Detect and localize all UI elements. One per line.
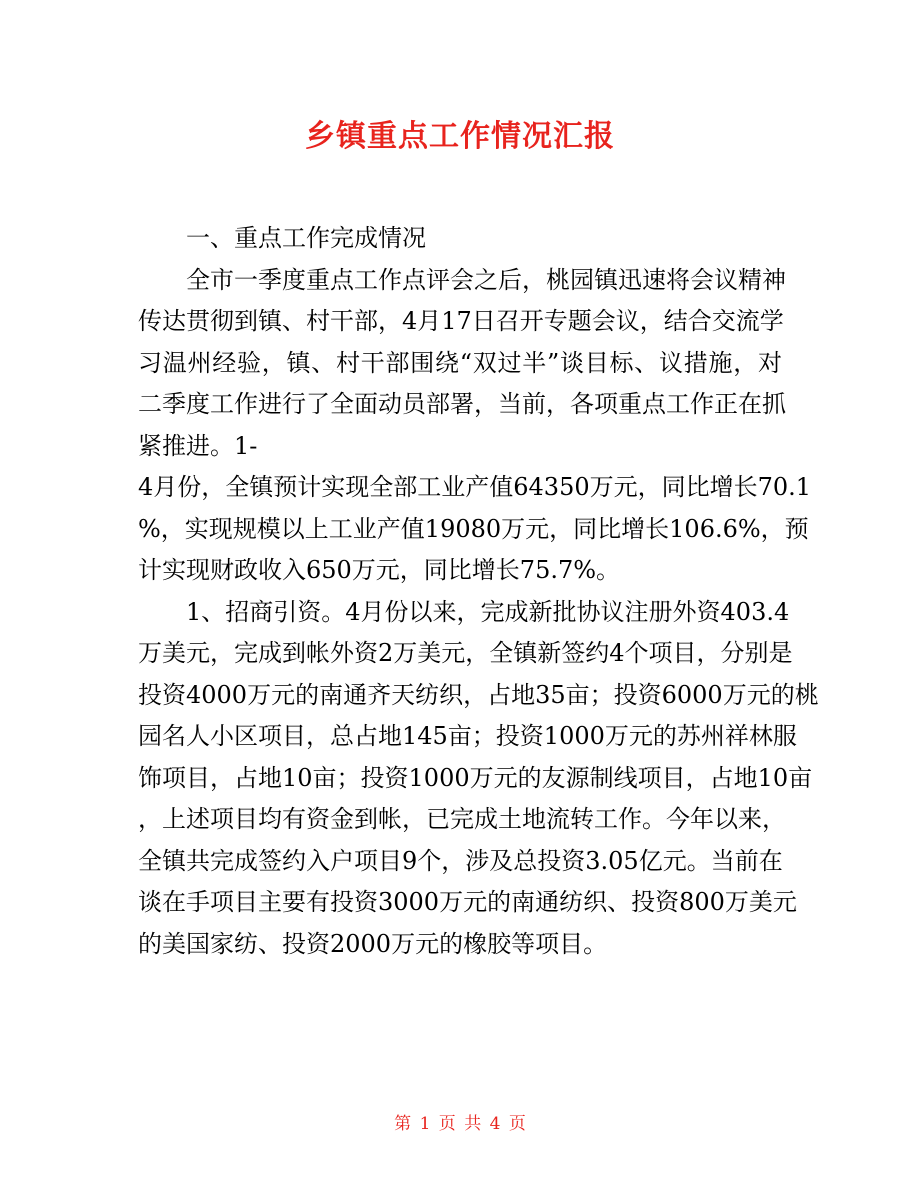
text-line: 紧推进。1-: [138, 431, 258, 460]
text-line: 二季度工作进行了全面动员部署，当前，各项重点工作正在抓: [138, 390, 786, 418]
paragraph: [138, 592, 819, 966]
text-line: 的美国家纺、投资2000万元的橡胶等项目。: [138, 929, 608, 958]
text-line: 一、重点工作完成情况: [186, 224, 426, 252]
text-line: 1、招商引资。4月份以来，完成新批协议注册外资403.4: [186, 597, 790, 626]
section-heading: [138, 218, 782, 260]
paragraph: [138, 260, 786, 468]
text-line: 投资4000万元的南通齐天纺织，占地35亩；投资6000万元的桃: [138, 680, 819, 709]
text-line: 谈在手项目主要有投资3000万元的南通纺织、投资800万美元: [138, 888, 797, 916]
text-line: 全镇共完成签约入户项目9个，涉及总投资3.05亿元。当前在: [138, 846, 783, 875]
text-line: 饰项目，占地10亩；投资1000万元的友源制线项目，占地10亩: [138, 763, 813, 792]
text-line: 习温州经验，镇、村干部围绕“双过半”谈目标、议措施，对: [138, 348, 782, 377]
page-number-footer: 第 1 页 共 4 页: [394, 1114, 526, 1134]
text-line: 全市一季度重点工作点评会之后，桃园镇迅速将会议精神: [186, 265, 786, 294]
text-line: 万美元，完成到帐外资2万美元，全镇新签约4个项目，分别是: [138, 639, 793, 667]
document-title: 乡镇重点工作情况汇报: [305, 119, 615, 154]
text-line: %，实现规模以上工业产值19080万元，同比增长106.6%，预: [138, 514, 809, 543]
text-line: 传达贯彻到镇、村干部，4月17日召开专题会议，结合交流学: [138, 307, 784, 335]
text-line: ，上述项目均有资金到帐，已完成土地流转工作。今年以来，: [138, 805, 786, 833]
text-line: 计实现财政收入650万元，同比增长75.7%。: [138, 556, 621, 584]
text-line: 4月份，全镇预计实现全部工业产值64350万元，同比增长70.1: [138, 473, 812, 501]
paragraph: [138, 467, 812, 592]
text-line: 园名人小区项目，总占地145亩；投资1000万元的苏州祥林服: [138, 722, 797, 750]
